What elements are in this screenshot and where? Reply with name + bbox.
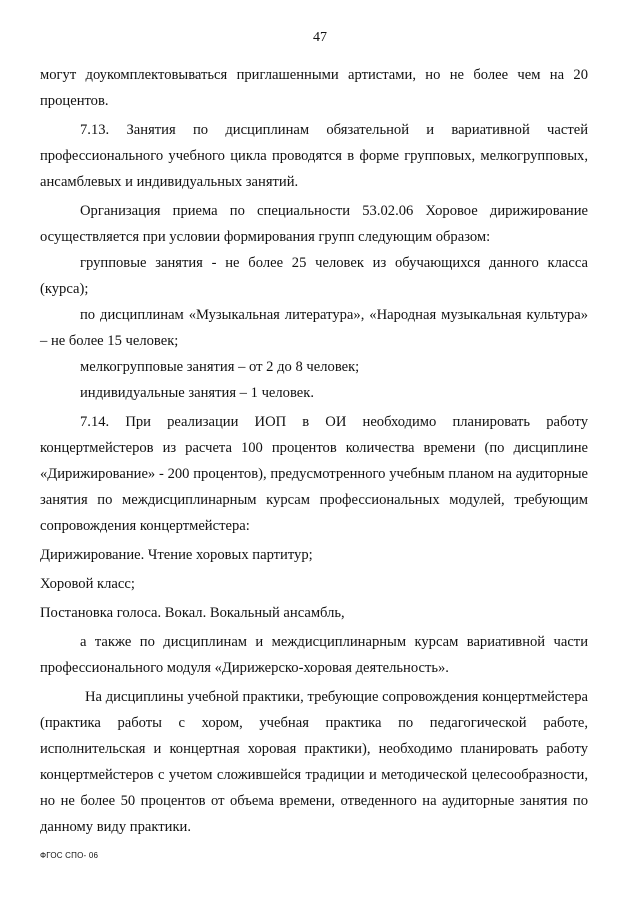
paragraph-practice: На дисциплины учебной практики, требующие сопровождения концертмейстера (практика работы с хором, учебная практика по педагогической работе, исполнительская и концертная хоровая практики), необходимо планировать работу концертмейстеров с учетом сложившейся традиции и методической целесообразности, но не более 50 процентов от объема времени, отведенного на аудиторные занятия по данному виду практики. — [40, 689, 588, 835]
list-item-conducting: Дирижирование. Чтение хоровых партитур; — [40, 547, 313, 563]
footer-label: ФГОС СПО- 06 — [40, 851, 99, 860]
paragraph-7-13: 7.13. Занятия по дисциплинам обязательной и вариативной частей профессионального учебного цикла проводятся в форме групповых, мелкогрупповых, ансамблевых и индивидуальных занятий. — [40, 122, 588, 190]
document-body — [40, 62, 588, 840]
list-item-disciplines: по дисциплинам «Музыкальная литература», «Народная музыкальная культура» – не более 15 человек; — [40, 307, 588, 349]
list-item-choir-class: Хоровой класс; — [40, 576, 135, 592]
paragraph-7-14: 7.14. При реализации ИОП в ОИ необходимо планировать работу концертмейстеров из расчета 100 процентов количества времени (по дисциплине «Дирижирование» - 200 процентов), предусмотренного учебным планом на аудиторные занятия по междисциплинарным курсам профессиональных модулей, требующим сопровождения концертмейстера: — [40, 414, 588, 534]
paragraph-variative: а также по дисциплинам и междисциплинарным курсам вариативной части профессионального модуля «Дирижерско-хоровая деятельность». — [40, 634, 588, 676]
list-item-individual: индивидуальные занятия – 1 человек. — [80, 385, 314, 401]
list-item-small-group: мелкогрупповые занятия – от 2 до 8 человек; — [80, 359, 360, 375]
page-number: 47 — [313, 30, 327, 45]
list-item-group-classes: групповые занятия - не более 25 человек из обучающихся данного класса (курса); — [40, 255, 588, 297]
paragraph-admission: Организация приема по специальности 53.02.06 Хоровое дирижирование осуществляется при условии формирования групп следующим образом: — [40, 203, 588, 245]
paragraph-continuation: могут доукомплектовываться приглашенными артистами, но не более чем на 20 процентов. — [40, 67, 588, 109]
list-item-vocal: Постановка голоса. Вокал. Вокальный ансамбль, — [40, 605, 345, 621]
